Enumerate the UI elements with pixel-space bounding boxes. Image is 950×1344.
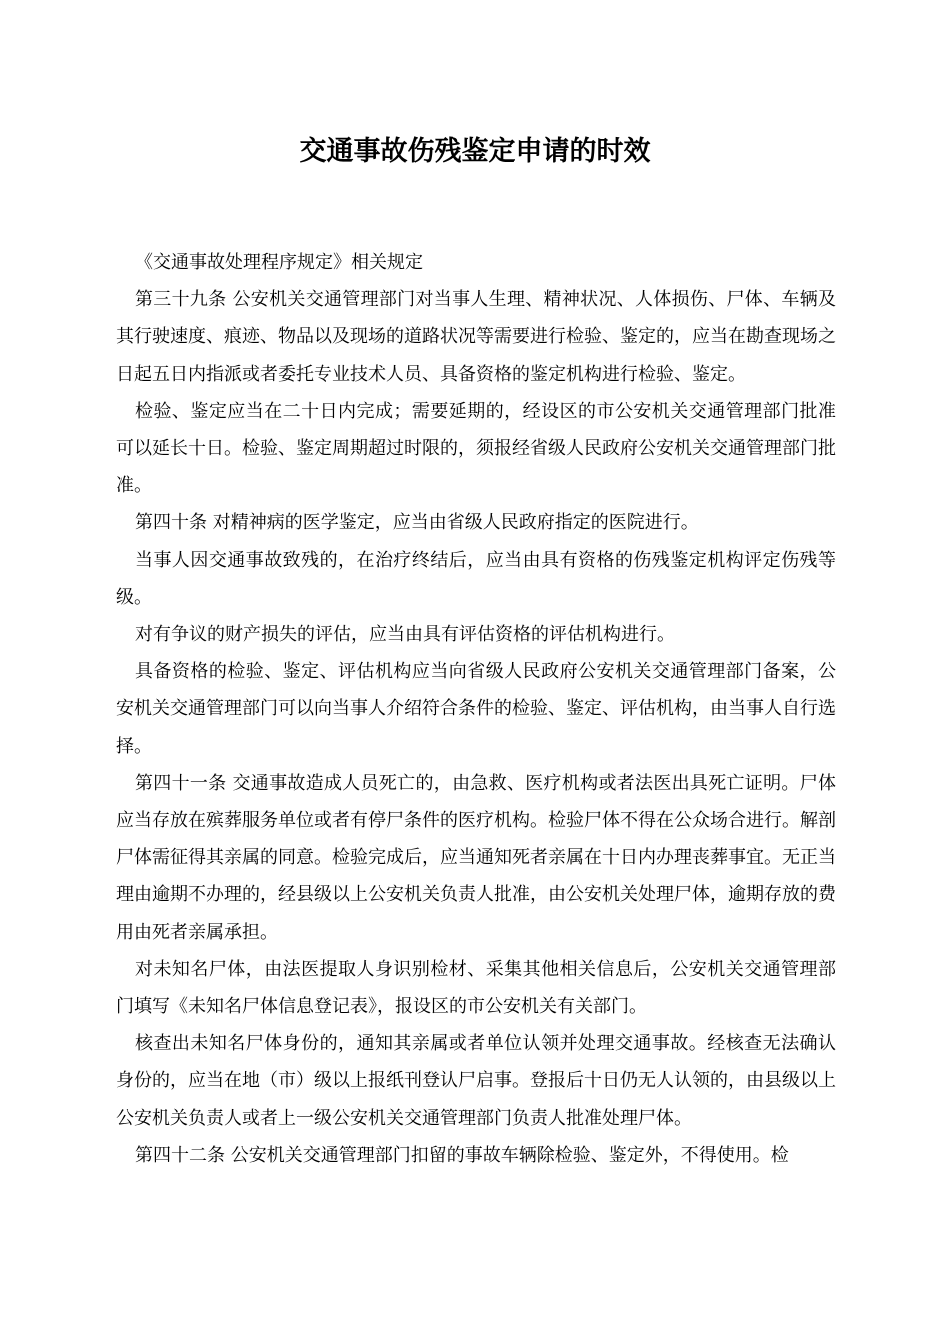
page-title: 交通事故伤残鉴定申请的时效 <box>299 136 651 167</box>
document-body <box>116 244 836 1174</box>
paragraph-disability-assessment: 当事人因交通事故致残的，在治疗终结后，应当由具有资格的伤残鉴定机构评定伤残等级。 <box>116 549 836 608</box>
paragraph-article-42: 第四十二条 公安机关交通管理部门扣留的事故车辆除检验、鉴定外，不得使用。检 <box>135 1144 789 1166</box>
paragraph-article-41: 第四十一条 交通事故造成人员死亡的，由急救、医疗机构或者法医出具死亡证明。尸体应当存放在殡葬服务单位或者有停尸条件的医疗机构。检验尸体不得在公众场合进行。解剖尸体需征得其亲属的同意。检验完成后，应当通知死者亲属在十日内办理丧葬事宜。无正当理由逾期不办理的，经县级以上公安机关负责人批准，由公安机关处理尸体，逾期存放的费用由死者亲属承担。 <box>116 772 836 943</box>
paragraph-identity-verification: 核查出未知名尸体身份的，通知其亲属或者单位认领并处理交通事故。经核查无法确认身份的，应当在地（市）级以上报纸刊登认尸启事。登报后十日仍无人认领的，由县级以上公安机关负责人或者上一级公安机关交通管理部门负责人批准处理尸体。 <box>116 1033 836 1129</box>
paragraph-inspection-deadline: 检验、鉴定应当在二十日内完成；需要延期的，经设区的市公安机关交通管理部门批准可以延长十日。检验、鉴定周期超过时限的，须报经省级人民政府公安机关交通管理部门批准。 <box>116 400 836 497</box>
paragraph-regulation-heading: 《交通事故处理程序规定》相关规定 <box>135 252 423 273</box>
paragraph-property-evaluation: 对有争议的财产损失的评估，应当由具有评估资格的评估机构进行。 <box>135 624 675 646</box>
paragraph-unidentified-body: 对未知名尸体，由法医提取人身识别检材、采集其他相关信息后，公安机关交通管理部门填写《未知名尸体信息登记表》，报设区的市公安机关有关部门。 <box>116 958 836 1018</box>
paragraph-article-39: 第三十九条 公安机关交通管理部门对当事人生理、精神状况、人体损伤、尸体、车辆及其行驶速度、痕迹、物品以及现场的道路状况等需要进行检验、鉴定的，应当在勘查现场之日起五日内指派或者委托专业技术人员、具备资格的鉴定机构进行检验、鉴定。 <box>116 289 836 385</box>
paragraph-agency-registration: 具备资格的检验、鉴定、评估机构应当向省级人民政府公安机关交通管理部门备案，公安机关交通管理部门可以向当事人介绍符合条件的检验、鉴定、评估机构，由当事人自行选择。 <box>116 661 836 757</box>
paragraph-article-40: 第四十条 对精神病的医学鉴定，应当由省级人民政府指定的医院进行。 <box>135 512 699 534</box>
